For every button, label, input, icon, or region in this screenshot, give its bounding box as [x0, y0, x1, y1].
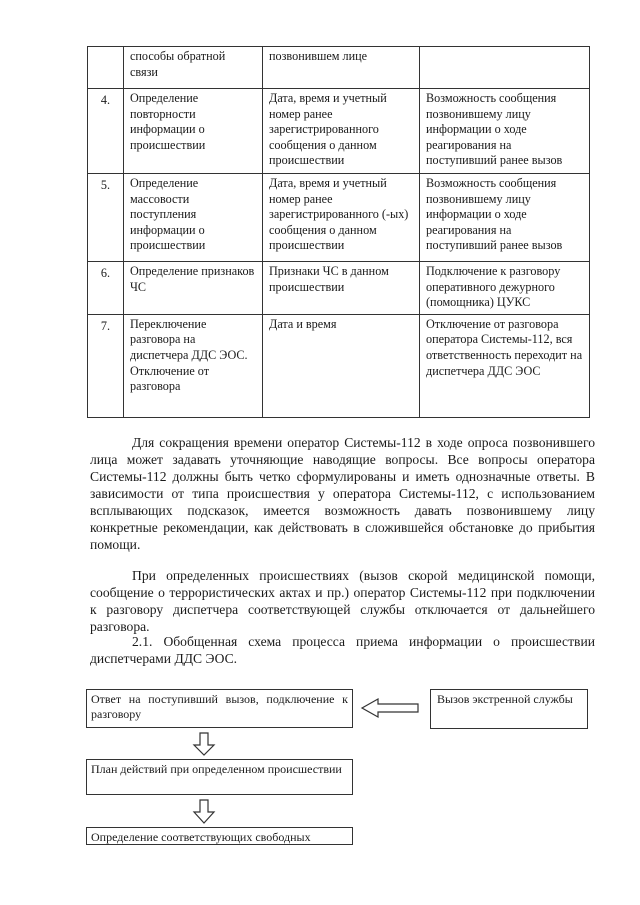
- cell-stage: Переключение разговора на диспетчера ДДС ЭОС. Отключение от разговора: [124, 314, 263, 417]
- cell-result: Отключение от разговора оператора Системы-112, вся ответственность переходит на диспетчера ДДС ЭОС: [420, 314, 590, 417]
- row-number: [88, 47, 124, 89]
- cell-result: Возможность сообщения позвонившему лицу информации о ходе реагирования на поступивший ранее вызов: [420, 89, 590, 174]
- flow-box-action-plan: План действий при определенном происшествии: [86, 759, 353, 795]
- cell-data: позвонившем лице: [263, 47, 420, 89]
- cell-stage: Определение массовости поступления информации о происшествии: [124, 174, 263, 262]
- cell-result: Возможность сообщения позвонившему лицу информации о ходе реагирования на поступивший ранее вызов: [420, 174, 590, 262]
- row-number: 6.: [88, 262, 124, 315]
- row-number: 4.: [88, 89, 124, 174]
- table-row: [88, 174, 590, 262]
- cell-data: Дата и время: [263, 314, 420, 417]
- cell-stage: способы обратной связи: [124, 47, 263, 89]
- cell-stage: Определение признаков ЧС: [124, 262, 263, 315]
- cell-result: Подключение к разговору оперативного дежурного (помощника) ЦУКС: [420, 262, 590, 315]
- cell-data: Дата, время и учетный номер ранее зарегистрированного (-ых) сообщения о данном происшествии: [263, 174, 420, 262]
- cell-result: [420, 47, 590, 89]
- table-row: [88, 314, 590, 417]
- cell-data: Дата, время и учетный номер ранее зарегистрированного сообщения о данном происшествии: [263, 89, 420, 174]
- cell-stage: Определение повторности информации о происшествии: [124, 89, 263, 174]
- arrow-down-icon: [194, 733, 214, 755]
- table-row: [88, 47, 590, 89]
- arrow-down-icon: [194, 800, 214, 823]
- arrow-left-icon: [362, 699, 418, 717]
- table-row: [88, 262, 590, 315]
- paragraph-operator-disconnect: При определенных происшествиях (вызов скорой медицинской помощи, сообщение о террористических актах и пр.) оператор Системы-112 при подключении к разговору диспетчера соответствующей службы отключается от дальнейшего разговора.: [90, 568, 595, 634]
- row-number: 7.: [88, 314, 124, 417]
- table-row: [88, 89, 590, 174]
- cell-data: Признаки ЧС в данном происшествии: [263, 262, 420, 315]
- info-table: [87, 46, 590, 418]
- paragraph-operator-questions: Для сокращения времени оператор Системы-112 в ходе опроса позвонившего лица может задавать уточняющие наводящие вопросы. Все вопросы оператора Системы-112 должны быть четко сформулированы и иметь однозначные ответы. В зависимости от типа происшествия у оператора Системы-112, с использованием всплывающих подсказок, имеется возможность давать позвонившему лицу конкретные рекомендации, как действовать в сложившейся обстановке до прибытия помощи.: [90, 435, 595, 552]
- row-number: 5.: [88, 174, 124, 262]
- flow-box-emergency-call: Вызов экстренной службы: [430, 689, 588, 729]
- section-heading-scheme: 2.1. Обобщенная схема процесса приема информации о происшествии диспетчерами ДДС ЭОС.: [90, 634, 595, 666]
- flow-box-answer-call: Ответ на поступивший вызов, подключение к разговору: [86, 689, 353, 728]
- flow-box-determine-free: Определение соответствующих свободных: [86, 827, 353, 845]
